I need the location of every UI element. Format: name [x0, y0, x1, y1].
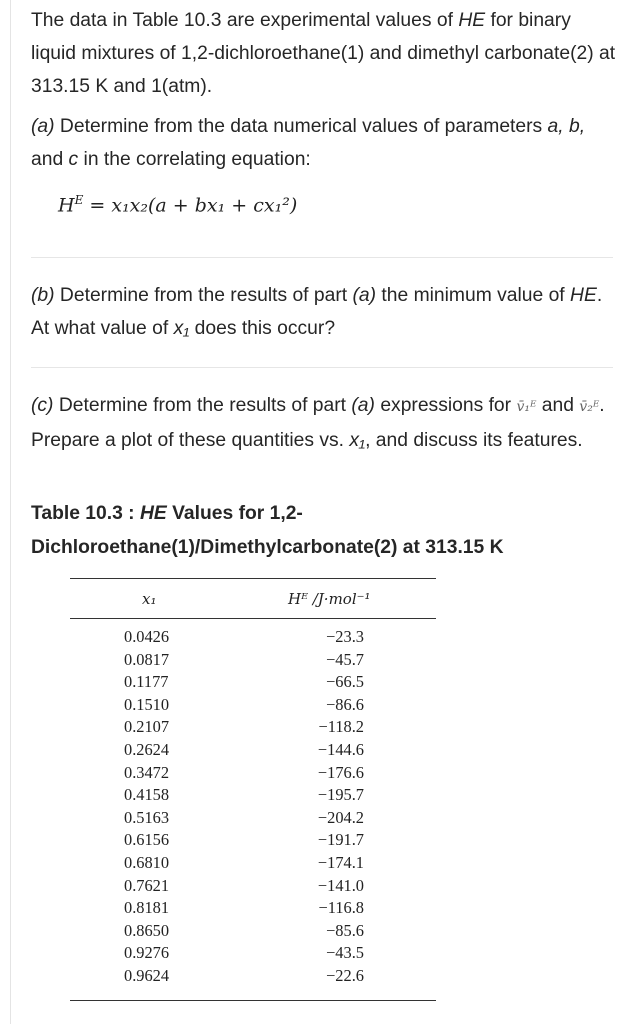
part-c-text2: expressions for — [374, 395, 517, 416]
table-cell-he: −174.1 — [317, 852, 364, 872]
part-b-ref: (a) — [352, 285, 377, 306]
table-cell-he: −86.6 — [326, 694, 364, 714]
he-column — [250, 626, 364, 988]
table-cell-he: −85.6 — [326, 920, 364, 940]
part-a-vars: a, b, — [547, 116, 586, 137]
part-a-text2: and — [31, 149, 69, 170]
partial-volume-2-symbol: v̄₂ᴱ — [579, 399, 600, 415]
divider-1 — [31, 257, 613, 258]
caption-suffix: Values for 1,2-Dichloroethane(1)/Dimethylcarbonate(2) at 313.15 K — [31, 503, 504, 558]
equation-lhs: H — [58, 194, 75, 217]
table-caption — [31, 497, 616, 565]
col-header-x1-text: x₁ — [142, 590, 157, 608]
correlating-equation — [58, 193, 297, 216]
table-cell-he: −23.3 — [326, 627, 364, 646]
col-header-he-text: Hᴱ /J·mol⁻¹ — [288, 590, 371, 608]
part-b-text4: does this occur? — [189, 318, 336, 339]
caption-var: HE — [139, 503, 167, 524]
intro-paragraph — [31, 4, 616, 103]
table-cell-x1: 0.1177 — [124, 672, 169, 692]
table-cell-he: −118.2 — [318, 717, 364, 737]
table-cell-x1: 0.2107 — [124, 717, 170, 737]
table-cell-x1: 0.8181 — [124, 898, 170, 918]
part-b-paragraph — [31, 279, 616, 345]
intro-suffix: for binary liquid mixtures of 1,2-dichloroethane(1) and dimethyl carbonate(2) at 313.15 K and 1(atm). — [31, 10, 616, 97]
table-cell-he: −191.7 — [317, 830, 364, 850]
table-cell-x1: 0.1510 — [124, 694, 170, 714]
table-cell-x1: 0.8650 — [124, 920, 170, 940]
part-b-var: HE — [570, 285, 597, 306]
part-c-label: (c) — [31, 395, 54, 416]
table-cell-x1: 0.0817 — [124, 649, 170, 669]
part-a-text3: in the correlating equation: — [78, 149, 311, 170]
table-cell-x1: 0.3472 — [124, 762, 170, 782]
intro-var: HE — [458, 10, 486, 31]
part-b-text2: the minimum value of — [376, 285, 571, 306]
partial-volume-1-symbol: v̄₁ᴱ — [516, 399, 537, 415]
table-cell-he: −45.7 — [326, 649, 364, 669]
equation-lhs-sup: E — [74, 193, 84, 207]
table-cell-x1: 0.4158 — [124, 785, 170, 805]
left-border — [10, 0, 11, 1024]
table-header-rule — [70, 618, 436, 619]
part-b-label: (b) — [31, 285, 55, 306]
part-c-ref: (a) — [351, 395, 375, 416]
table-cell-x1: 0.5163 — [124, 807, 170, 827]
part-a-paragraph — [31, 110, 616, 176]
part-b-text1: Determine from the results of part — [54, 285, 353, 306]
part-c-x: x₁ — [349, 430, 366, 451]
table-cell-x1: 0.6810 — [124, 852, 170, 872]
table-bottom-rule — [70, 1000, 436, 1001]
table-cell-he: −22.6 — [326, 965, 364, 985]
divider-2 — [31, 367, 613, 368]
equation-rhs: = x₁x₂(a + bx₁ + cx₁²) — [89, 194, 298, 217]
part-b-text3: . At what value of — [31, 285, 603, 339]
table-cell-x1: 0.2624 — [124, 739, 170, 759]
table-cell-he: −43.5 — [326, 943, 364, 963]
table-top-rule — [70, 578, 436, 579]
part-c-text3: and — [536, 395, 580, 416]
intro-prefix: The data in Table 10.3 are experimental values of — [31, 10, 459, 31]
col-header-he — [288, 590, 371, 608]
table-cell-x1: 0.9624 — [124, 965, 170, 985]
table-cell-he: −66.5 — [326, 672, 364, 692]
table-cell-he: −204.2 — [317, 807, 364, 827]
part-a-var-c: c — [68, 149, 79, 170]
part-c-paragraph — [31, 389, 616, 457]
table-cell-x1: 0.6156 — [124, 830, 170, 850]
part-c-text1: Determine from the results of part — [53, 395, 352, 416]
table-cell-x1: 0.0426 — [124, 627, 170, 646]
table-cell-he: −116.8 — [318, 898, 364, 918]
col-header-x1 — [142, 590, 156, 608]
table-cell-he: −195.7 — [317, 785, 364, 805]
part-b-x: x₁ — [173, 318, 190, 339]
part-c-text4: . Prepare a plot of these quantities vs. — [31, 395, 605, 451]
table-cell-x1: 0.9276 — [124, 943, 170, 963]
part-a-label: (a) — [31, 116, 55, 137]
x1-column — [124, 626, 169, 988]
table-cell-he: −141.0 — [317, 875, 364, 895]
caption-prefix: Table 10.3 : — [31, 503, 140, 524]
table-cell-he: −144.6 — [317, 739, 364, 759]
part-a-text1: Determine from the data numerical values of parameters — [54, 116, 548, 137]
table-cell-x1: 0.7621 — [124, 875, 170, 895]
part-c-text5: , and discuss its features. — [365, 430, 583, 451]
table-cell-he: −176.6 — [317, 762, 364, 782]
